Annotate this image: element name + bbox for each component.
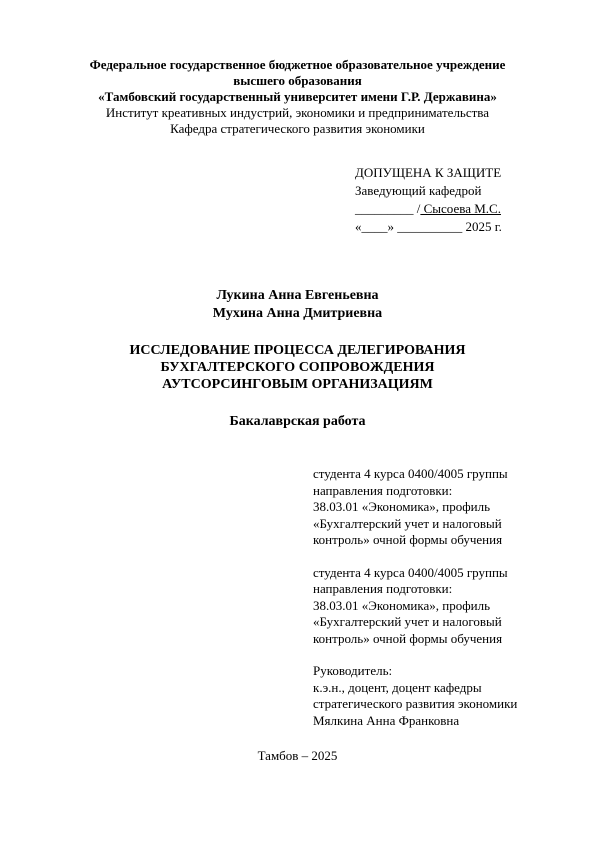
header-line-education-level: высшего образования: [233, 73, 362, 88]
header-line-institute: Институт креативных индустрий, экономики и предпринимательства: [105, 105, 490, 120]
signature-blank: _________ /: [355, 201, 421, 216]
author-name-2: Мухина Анна Дмитриевна: [212, 306, 383, 321]
work-type: Бакалаврская работа: [229, 414, 366, 429]
thesis-title: [0, 342, 595, 393]
header-line-organization: Федеральное государственное бюджетное образовательное учреждение: [89, 57, 506, 72]
student-info-1: [313, 466, 517, 549]
approval-date-line: «____» __________ 2025 г.: [355, 219, 502, 234]
authors-block: [0, 287, 595, 323]
supervisor-department: стратегического развития экономики: [313, 696, 518, 711]
approval-block: [355, 164, 502, 236]
student-direction-label: направления подготовки:: [313, 581, 453, 596]
header-line-department: Кафедра стратегического развития экономики: [170, 121, 425, 136]
student-profile: «Бухгалтерский учет и налоговый: [313, 515, 502, 531]
author-name-1: Лукина Анна Евгеньевна: [216, 288, 379, 303]
student-course: студента 4 курса 0400/4005 группы: [313, 564, 508, 580]
institution-header: [0, 57, 595, 137]
supervisor-degree: к.э.н., доцент, доцент кафедры: [313, 679, 482, 695]
student-direction-code: 38.03.01 «Экономика», профиль: [313, 499, 491, 514]
supervisor-label: Руководитель:: [313, 663, 393, 678]
approval-heading: ДОПУЩЕНА К ЗАЩИТЕ: [355, 165, 502, 180]
title-line-3: АУТСОРСИНГОВЫМ ОРГАНИЗАЦИЯМ: [162, 377, 433, 392]
title-line-1: ИССЛЕДОВАНИЕ ПРОЦЕССА ДЕЛЕГИРОВАНИЯ: [129, 343, 466, 358]
header-line-university: «Тамбовский государственный университет имени Г.Р. Державина»: [98, 89, 497, 104]
student-study-form: контроль» очной формы обучения: [313, 630, 503, 646]
student-study-form: контроль» очной формы обучения: [313, 532, 503, 547]
supervisor-info: [313, 663, 517, 729]
student-profile: «Бухгалтерский учет и налоговый: [313, 614, 502, 629]
student-info-column: [313, 466, 517, 729]
title-line-2: БУХГАЛТЕРСКОГО СОПРОВОЖДЕНИЯ: [160, 360, 435, 375]
student-info-2: [313, 565, 517, 648]
approval-signature-line: [355, 200, 502, 218]
student-course: студента 4 курса 0400/4005 группы: [313, 466, 508, 481]
signature-name: Сысоева М.С.: [420, 201, 501, 216]
student-direction-code: 38.03.01 «Экономика», профиль: [313, 597, 491, 613]
student-direction-label: направления подготовки:: [313, 482, 453, 498]
supervisor-name: Мялкина Анна Франковна: [313, 712, 460, 728]
approval-head-of-department: Заведующий кафедрой: [355, 183, 482, 198]
city-year: Тамбов – 2025: [257, 748, 338, 763]
